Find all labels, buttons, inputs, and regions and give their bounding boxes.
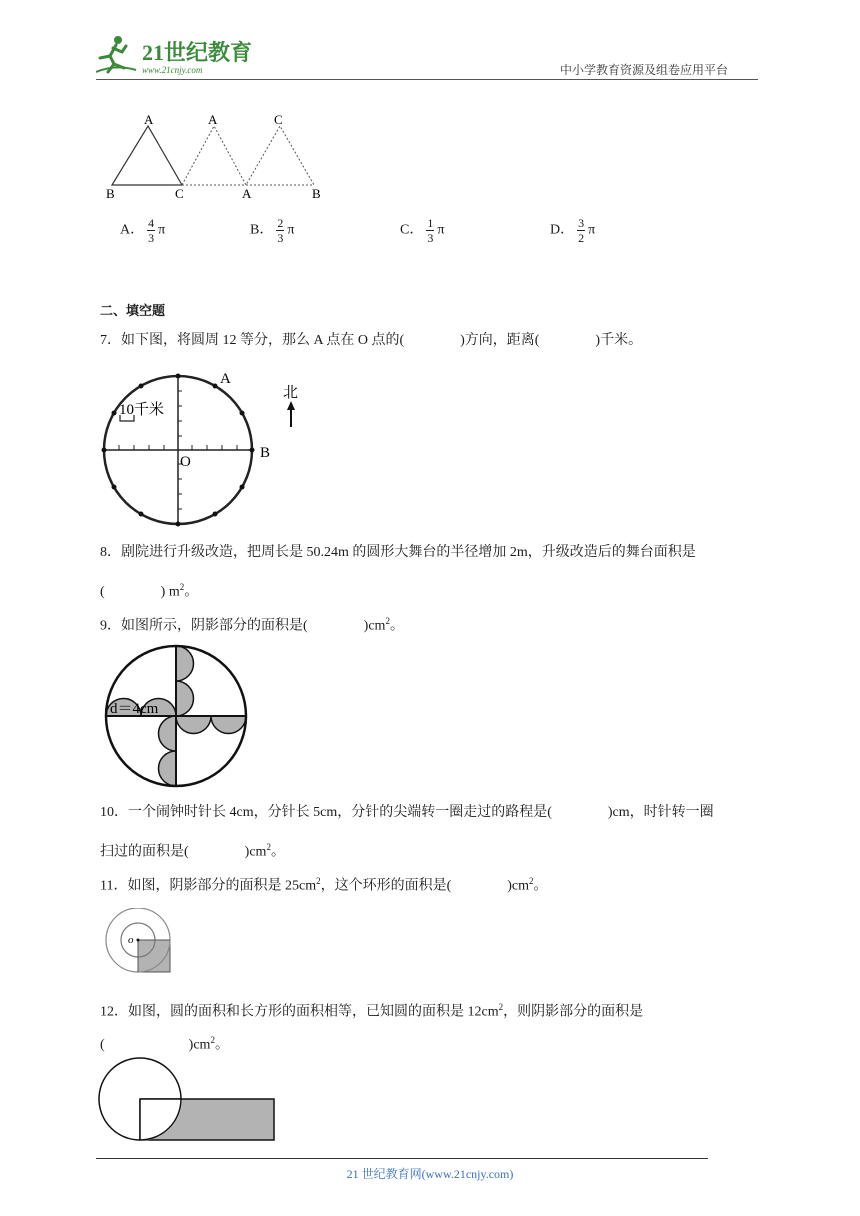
question-12-text: 12．如图，圆的面积和长方形的面积相等，已知圆的面积是 $12cm^2$，则阴影部分的面积是	[100, 1002, 644, 1020]
site-logo	[96, 34, 266, 76]
option-d: D． $\frac{3}{2}$ π	[550, 216, 596, 245]
fig-label: A	[242, 186, 252, 201]
svg-text:www.21cnjy.com: www.21cnjy.com	[142, 65, 203, 75]
fig-label: A	[208, 112, 218, 127]
fig-label: A	[144, 112, 154, 127]
section-title: 二、填空题	[100, 304, 166, 319]
q11-ring-figure	[104, 908, 179, 983]
question-11-text: 11．如图，阴影部分的面积是 $25cm^2$，这个环形的面积是( )$cm^2$。	[100, 876, 548, 894]
north-label: 北	[283, 385, 299, 401]
q7-circle-figure	[98, 365, 318, 535]
question-12-answer-line: ( )$cm^2$。	[100, 1035, 229, 1053]
question-8-text: 8．剧院进行升级改造，把周长是 50.24m 的圆形大舞台的半径增加 2m，升级改造后的舞台面积是	[100, 545, 696, 560]
q6-triangle-figure	[100, 108, 340, 208]
header-platform-text: 中小学教育资源及组卷应用平台	[560, 63, 729, 77]
point-b-label: B	[260, 445, 271, 461]
fig-label: C	[274, 112, 283, 127]
scale-label: 10千米	[119, 402, 165, 418]
center-o-label: o	[128, 934, 134, 946]
question-9-text: 9．如图所示，阴影部分的面积是( )$cm^2$。	[100, 616, 404, 634]
footer-divider	[96, 1158, 708, 1159]
center-o-label: O	[180, 454, 191, 470]
question-7-text: 7．如下图，将圆周 12 等分，那么 A 点在 O 点的( )方向，距离( )千米。	[100, 333, 643, 348]
q12-circle-rectangle-figure	[98, 1056, 278, 1151]
question-10-answer-line: 扫过的面积是( )$cm^2$。	[100, 842, 285, 860]
runner-icon	[96, 36, 136, 72]
q9-pinwheel-figure	[100, 641, 260, 801]
fig-label: C	[175, 186, 184, 201]
point-a-label: A	[220, 371, 231, 387]
fig-label: B	[106, 186, 115, 201]
option-c: C． $\frac{1}{3}$ π	[400, 216, 445, 245]
option-b: B． $\frac{2}{3}$ π	[250, 216, 295, 245]
svg-text:21世纪教育: 21世纪教育	[142, 40, 253, 65]
footer-link[interactable]: 21 世纪教育网(www.21cnjy.com)	[346, 1167, 514, 1181]
option-a: A． $\frac{4}{3}$ π	[120, 216, 166, 245]
diameter-label: d＝4cm	[110, 701, 159, 717]
question-10-text: 10．一个闹钟时针长 4cm，分针长 5cm，分针的尖端转一圈走过的路程是( )cm，时针转一圈	[100, 805, 714, 820]
header-divider	[96, 79, 758, 80]
question-8-answer-line: ( ) $m^2$。	[100, 582, 199, 600]
fig-label: B	[312, 186, 321, 201]
north-arrow-icon	[287, 401, 295, 427]
